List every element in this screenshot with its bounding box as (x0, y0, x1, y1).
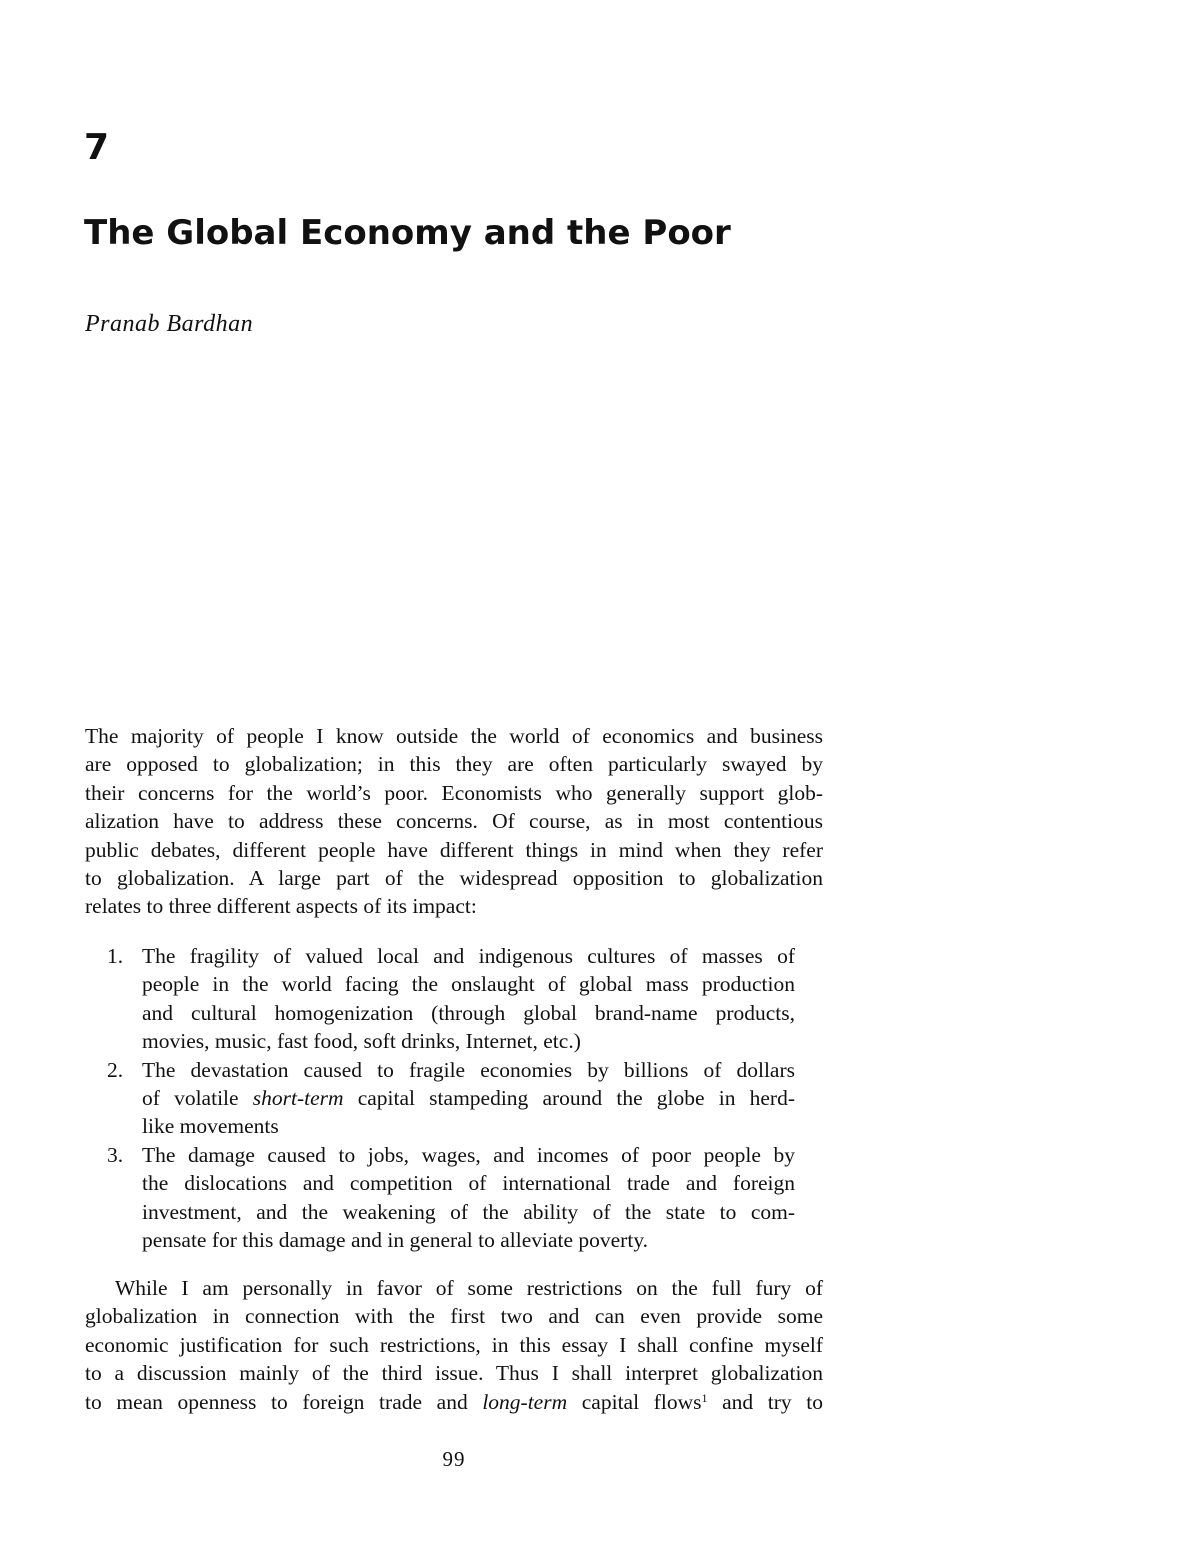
text-line: people in the world facing the onslaught of global mass production (142, 972, 795, 997)
text-line: movies, music, fast food, soft drinks, Internet, etc.) (142, 1029, 581, 1054)
text-line: like movements (142, 1114, 279, 1139)
text-line: alization have to address these concerns. Of course, as in most contentious (85, 809, 823, 834)
text-run: and try to (707, 1389, 824, 1414)
text-line: are opposed to globalization; in this they are often particularly swayed by (85, 752, 823, 777)
text-line: globalization in connection with the first two and can even provide some (85, 1304, 823, 1329)
text-line: The fragility of valued local and indigenous cultures of masses of (142, 944, 795, 968)
second-paragraph (85, 1274, 823, 1416)
author-name: Pranab Bardhan (85, 311, 254, 337)
list-number: 1. (107, 944, 124, 968)
list-item-2 (85, 1056, 795, 1141)
emphasis-text: long-term (482, 1389, 568, 1414)
emphasis-text: short-term (252, 1085, 344, 1110)
text-line: public debates, different people have different things in mind when they refer (85, 837, 823, 862)
text-line: The damage caused to jobs, wages, and incomes of poor people by (142, 1142, 795, 1167)
list-item-3 (85, 1141, 795, 1255)
text-line: their concerns for the world’s poor. Economists who generally support glob- (85, 780, 823, 805)
list-number: 2. (107, 1057, 124, 1082)
text-line: economic justification for such restrictions, in this essay I shall confine myself (85, 1332, 823, 1357)
list-item-1 (85, 942, 795, 1056)
text-run: capital stampeding around the globe in herd- (343, 1085, 795, 1110)
impact-list (85, 942, 795, 1254)
text-line: The devastation caused to fragile economies by billions of dollars (142, 1057, 795, 1082)
text-line: The majority of people I know outside the world of economics and business (85, 724, 823, 748)
footnote-marker[interactable]: 1 (701, 1390, 708, 1405)
text-line: to a discussion mainly of the third issue. Thus I shall interpret globalization (85, 1361, 823, 1386)
text-line: to globalization. A large part of the widespread opposition to globalization (85, 865, 823, 890)
text-line (85, 1388, 823, 1416)
text-run: to mean openness to foreign trade and (85, 1389, 483, 1414)
chapter-number: 7 (84, 127, 110, 168)
page-number: 99 (442, 1447, 466, 1471)
intro-paragraph (85, 722, 823, 921)
text-line (142, 1084, 795, 1112)
text-run: capital flows (567, 1389, 702, 1414)
chapter-title: The Global Economy and the Poor (84, 213, 731, 253)
text-line: relates to three different aspects of its impact: (85, 894, 477, 919)
text-run: of volatile (142, 1085, 253, 1110)
text-line: pensate for this damage and in general to alleviate poverty. (142, 1227, 649, 1252)
text-line: investment, and the weakening of the ability of the state to com- (142, 1199, 795, 1224)
text-line: While I am personally in favor of some restrictions on the full fury of (115, 1276, 823, 1300)
text-line: the dislocations and competition of international trade and foreign (142, 1171, 795, 1196)
list-number: 3. (107, 1142, 124, 1167)
text-line: and cultural homogenization (through global brand-name products, (142, 1000, 795, 1025)
